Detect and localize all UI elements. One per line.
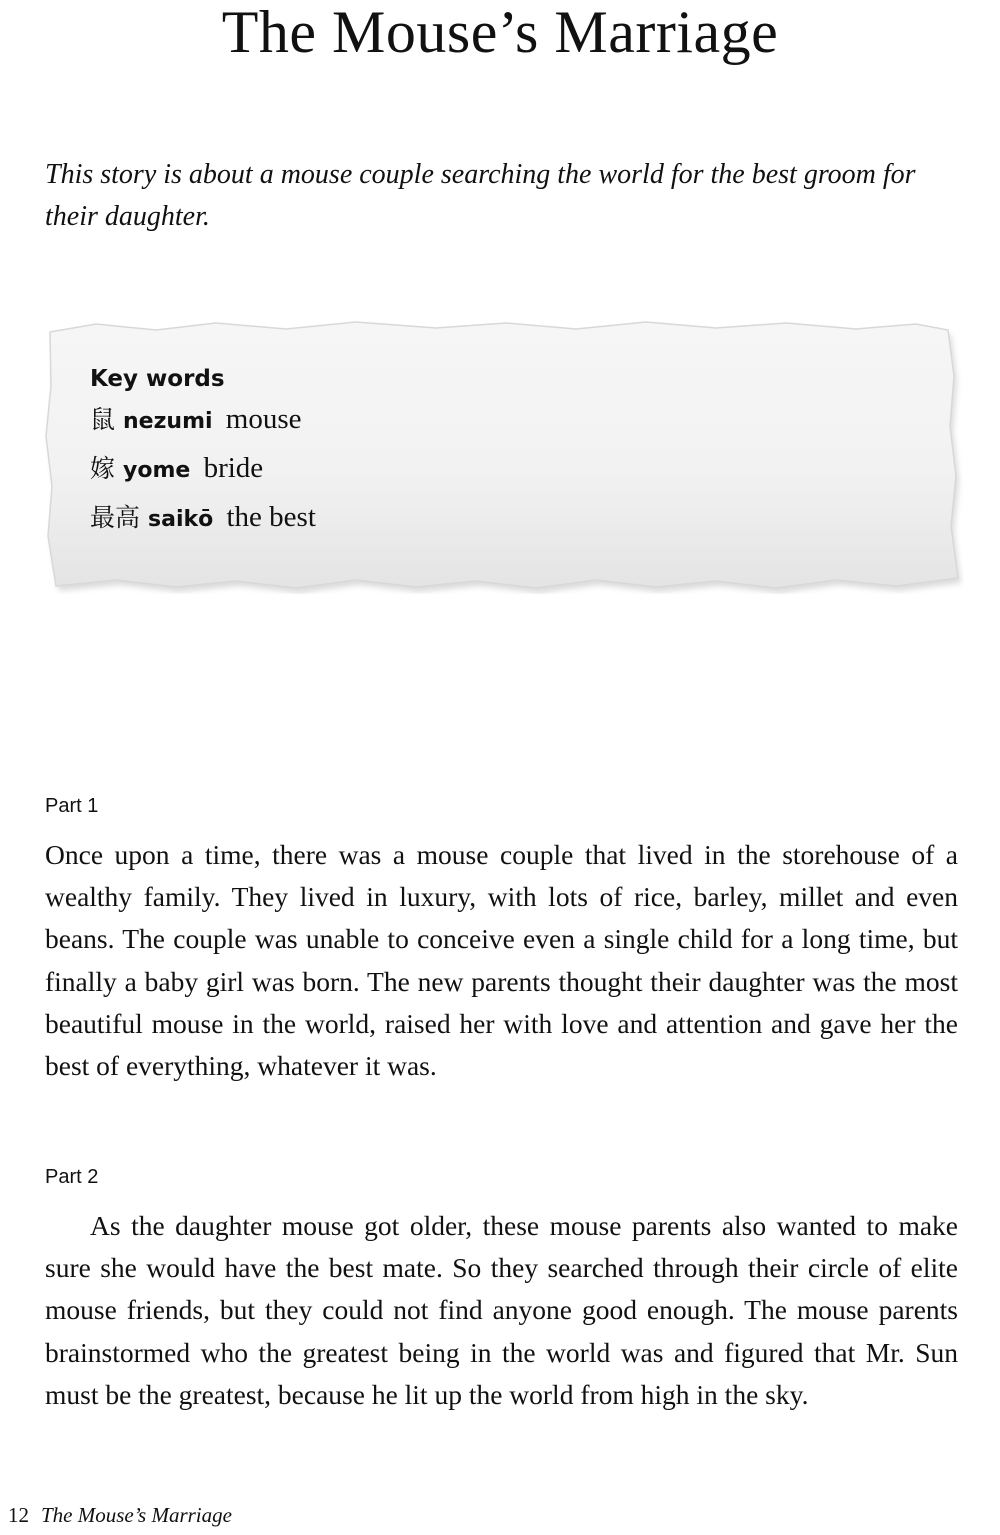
key-word-kanji: 最高 (90, 503, 141, 532)
story-intro: This story is about a mouse couple searching the world for the best groom for their daughter. (45, 159, 916, 232)
part-2-label: Part 2 (45, 1166, 99, 1188)
key-words-list (90, 362, 316, 543)
key-word-meaning: the best (226, 501, 316, 533)
key-words-heading: Key words (90, 366, 225, 392)
page-title: The Mouse’s Marriage (221, 0, 779, 65)
part-1-text: Once upon a time, there was a mouse couple that lived in the storehouse of a wealthy family. They lived in luxury, with lots of rice, barley, millet and even beans. The couple was unable to conceive even a single child for a long time, but finally a baby girl was born. The new parents thought their daughter was the most beautiful mouse in the world, raised her with love and attention and gave her the best of everything, whatever it was. (45, 839, 958, 1082)
page-footer (8, 1503, 232, 1528)
part-1-label: Part 1 (45, 795, 99, 817)
key-word-kanji: 嫁 (90, 454, 116, 483)
part-2-text: As the daughter mouse got older, these mouse parents also wanted to make sure she would have the best mate. So they searched through their circle of elite mouse friends, but they could not find anyone good enough. The mouse parents brainstormed who the greatest being in the world was and figured that Mr. Sun must be the greatest, because he lit up the world from high in the sky. (45, 1210, 958, 1410)
key-word-item (90, 396, 316, 445)
key-word-romaji: saikō (148, 507, 214, 532)
key-word-item (90, 445, 316, 494)
key-word-meaning: bride (203, 452, 264, 484)
key-word-item (90, 494, 316, 543)
key-word-romaji: yome (123, 458, 191, 483)
key-word-kanji: 鼠 (90, 405, 116, 434)
running-title: The Mouse’s Marriage (41, 1503, 232, 1527)
key-word-romaji: nezumi (123, 409, 213, 434)
page-number: 12 (8, 1503, 29, 1527)
key-word-meaning: mouse (225, 403, 302, 435)
